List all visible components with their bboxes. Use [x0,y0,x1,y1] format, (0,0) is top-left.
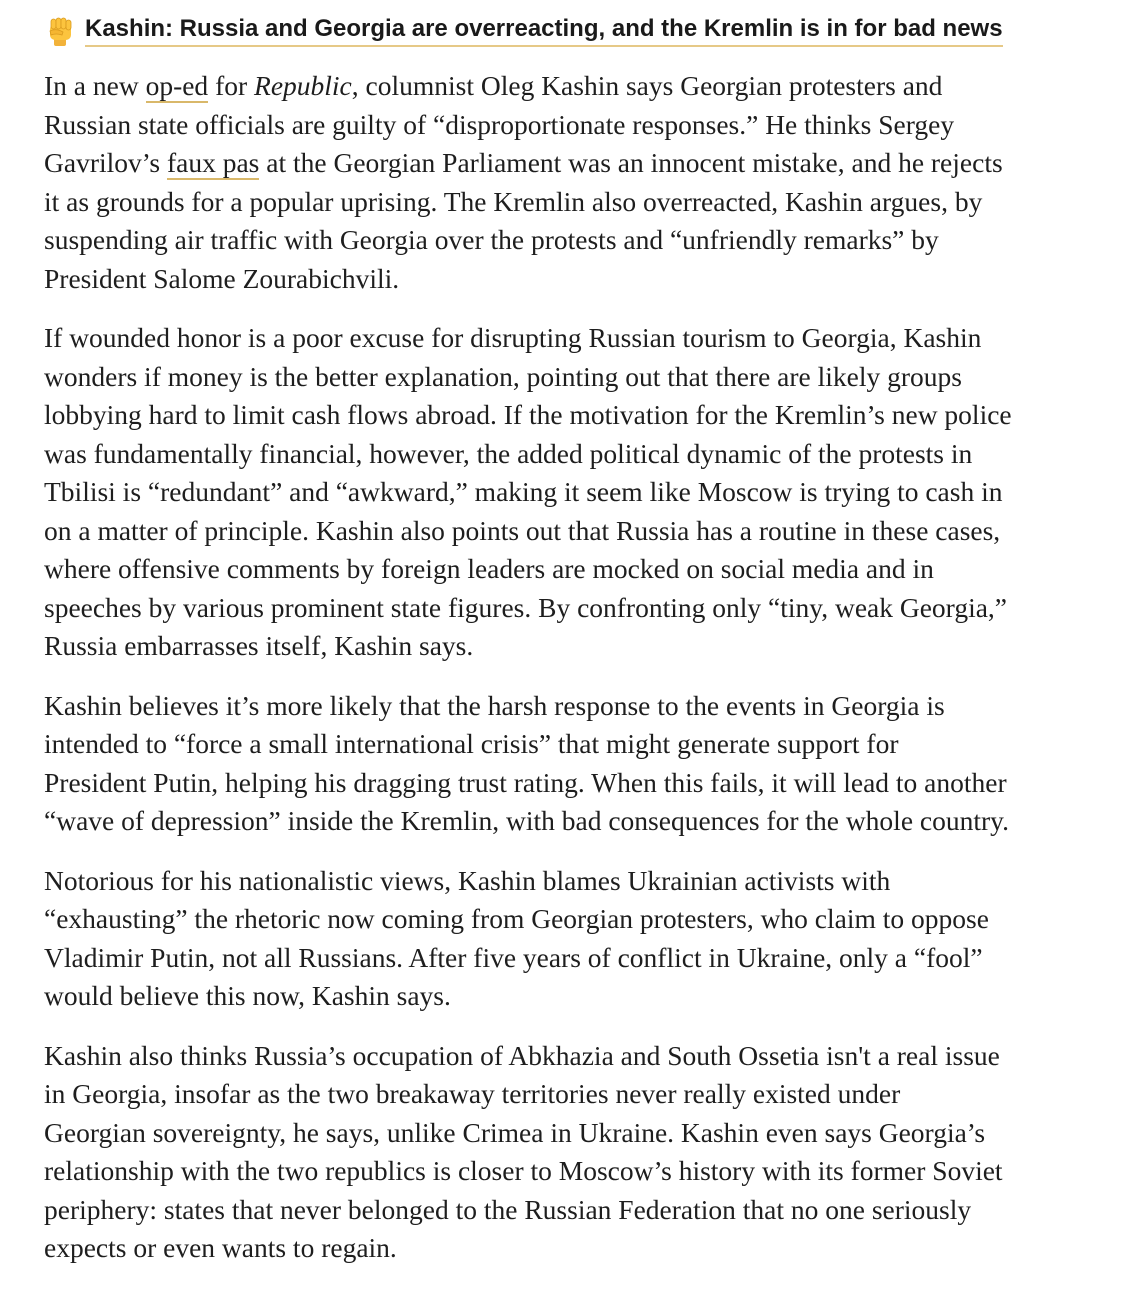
text-line: lobbying hard to limit cash flows abroad. If the motivation for the Kremlin’s new police [44,399,1012,430]
text-line: wonders if money is the better explanation, pointing out that there are likely groups [44,360,962,392]
paragraph-2 [44,319,1094,666]
text-line: it as grounds for a popular uprising. The Kremlin also overreacted, Kashin argues, by [44,185,983,217]
text-line: intended to “force a small international crisis” that might generate support for [44,728,899,759]
text-line: in Georgia, insofar as the two breakaway territories never really existed under [44,1078,901,1109]
paragraph-3 [44,687,1094,841]
paragraph-1 [44,67,1094,298]
text-line: Kashin believes it’s more likely that the harsh response to the events in Georgia is [44,689,945,721]
text-line: Russian state officials are guilty of “disproportionate responses.” He thinks Sergey [44,108,955,140]
text-line: was fundamentally financial, however, the added political dynamic of the protests in [44,437,973,469]
publication-name: Republic [254,70,352,101]
text-line: “exhausting” the rhetoric now coming from Georgian protesters, who claim to oppose [44,903,989,934]
text-line: Notorious for his nationalistic views, Kashin blames Ukrainian activists with [44,864,891,896]
text-line: speeches by various prominent state figures. By confronting only “tiny, weak Georgia,” [44,591,1008,623]
article [44,14,1094,1289]
text-line: Tbilisi is “redundant” and “awkward,” making it seem like Moscow is trying to cash in [44,476,1003,507]
text-line: Gavrilov’s faux pas at the Georgian Parliament was an innocent mistake, and he rejects [44,147,1003,178]
text-line: “wave of depression” inside the Kremlin, with bad consequences for the whole country. [44,805,1009,836]
text-line: suspending air traffic with Georgia over the protests and “unfriendly remarks” by [44,224,939,255]
text-line: Georgian sovereignty, he says, unlike Crimea in Ukraine. Kashin even says Georgia’s [44,1116,986,1148]
text-line: expects or even wants to regain. [44,1232,397,1263]
paragraph-4 [44,862,1094,1016]
text-line: Vladimir Putin, not all Russians. After five years of conflict in Ukraine, only a “fool” [44,941,983,973]
text-line: relationship with the two republics is closer to Moscow’s history with its former Soviet [44,1155,1003,1186]
faux-pas-link[interactable]: faux pas [166,147,260,178]
text-line: President Salome Zourabichvili. [44,262,400,294]
op-ed-link[interactable]: op-ed [145,70,209,101]
text-line: Kashin also thinks Russia’s occupation of Abkhazia and South Ossetia isn't a real issue [44,1039,1000,1071]
text-line: In a new op-ed for Republic, columnist Oleg Kashin says Georgian protesters and [44,70,943,101]
paragraph-5 [44,1037,1094,1268]
text-line: President Putin, helping his dragging trust rating. When this fails, it will lead to another [44,766,1007,798]
text-line: If wounded honor is a poor excuse for disrupting Russian tourism to Georgia, Kashin [44,322,982,353]
text-line: would believe this now, Kashin says. [44,980,451,1011]
text-line: Russia embarrasses itself, Kashin says. [44,630,474,661]
headline-title: Kashin: Russia and Georgia are overreacting, and the Kremlin is in for bad news [85,14,1003,47]
headline [44,14,1094,47]
text-line: periphery: states that never belonged to the Russian Federation that no one seriously [44,1193,972,1225]
text-line: where offensive comments by foreign leaders are mocked on social media and in [44,553,934,584]
raised-fist-icon [44,15,76,47]
text-line: on a matter of principle. Kashin also points out that Russia has a routine in these cases, [44,514,1001,546]
